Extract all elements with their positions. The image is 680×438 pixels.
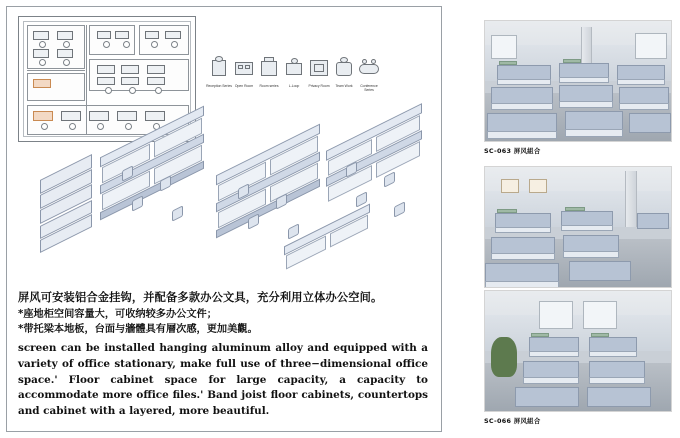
photo-worksurface xyxy=(617,79,665,85)
photo-worksurface xyxy=(559,77,609,83)
floor-plan-chair xyxy=(171,41,178,48)
photo-worksurface xyxy=(561,225,613,231)
iso-workstation-group xyxy=(216,121,326,246)
floor-plan-desk xyxy=(97,31,111,39)
legend-item xyxy=(206,54,232,89)
floor-plan-wall xyxy=(27,70,85,71)
photo-workstation-panel xyxy=(515,387,579,407)
legend-item xyxy=(331,54,357,89)
legend-label: Open Room xyxy=(234,84,254,88)
photo-panel-accent xyxy=(497,209,517,213)
photo-worksurface xyxy=(529,351,579,357)
legend-label: Conference Series xyxy=(360,84,378,92)
photo-panel-accent xyxy=(563,59,581,63)
floor-plan-desk xyxy=(33,49,49,58)
photo-workstation-panel xyxy=(629,113,671,133)
photo-window xyxy=(635,33,667,59)
floor-plan-chair xyxy=(151,41,158,48)
floor-plan-desk xyxy=(97,77,115,85)
floor-plan-chair xyxy=(39,59,46,66)
photo-block-sc-066 xyxy=(484,290,672,425)
photo-panel-accent xyxy=(591,333,609,337)
iso-chair xyxy=(394,201,405,217)
photo-plant xyxy=(491,337,517,377)
floor-plan-wall xyxy=(86,25,87,135)
description-en-paragraph: screen can be installed hanging aluminum alloy and equipped with a variety of office stationary, make full use of three−dimensional office space.' Floor cabinet space for large capacity, a capacity to accommodate more office files.' Band joist floor cabinets, countertops and cabinet with a layered, more beautiful. xyxy=(18,342,428,417)
floor-plan-room xyxy=(89,25,135,55)
photo-worksurface xyxy=(491,253,555,260)
description-text-block xyxy=(18,290,428,419)
photo-panel-accent xyxy=(499,61,517,65)
photo-worksurface xyxy=(485,281,559,288)
iso-chair xyxy=(172,205,183,221)
floor-plan-desk xyxy=(97,65,115,74)
photo-block-sc-065 xyxy=(484,166,672,301)
floor-plan-room xyxy=(89,59,189,91)
legend-item xyxy=(231,54,257,89)
photo-workstation-panel xyxy=(487,113,557,133)
floor-plan-room xyxy=(139,25,189,55)
photo-workstation-panel xyxy=(569,261,631,281)
right-panel xyxy=(452,0,680,438)
photo-panel-accent xyxy=(531,333,549,337)
photo-caption-sc-066: SC-066 屏风組合 xyxy=(484,417,541,425)
iso-chair xyxy=(288,223,299,239)
floor-plan-desk xyxy=(115,31,129,39)
l-loop-icon xyxy=(283,54,305,84)
photo-worksurface xyxy=(495,227,551,233)
room-series-icon xyxy=(258,54,280,84)
photo-wall-art xyxy=(529,179,547,193)
floor-plan-chair xyxy=(63,59,70,66)
reception-series-icon xyxy=(208,54,230,84)
photo-worksurface xyxy=(523,377,579,384)
photo-worksurface xyxy=(563,251,619,258)
floor-plan-desk xyxy=(165,31,181,39)
photo-worksurface xyxy=(497,79,551,85)
floor-plan-desk xyxy=(57,49,73,58)
floor-plan-chair xyxy=(39,41,46,48)
photo-workstation-panel xyxy=(637,213,669,229)
photo-worksurface xyxy=(559,101,613,108)
floor-plan-desk-highlighted xyxy=(33,79,51,88)
photo-workstation-panel xyxy=(485,263,559,283)
series-legend xyxy=(206,54,378,112)
iso-workstation-group xyxy=(100,103,210,228)
floor-plan-desk xyxy=(121,77,139,85)
isometric-workstation-cluster-drawing xyxy=(40,120,432,278)
legend-item xyxy=(306,54,332,89)
floor-plan-chair xyxy=(103,41,110,48)
photo-caption-sc-063: SC-063 屏风組合 xyxy=(484,147,541,155)
legend-item xyxy=(256,54,282,89)
photo-worksurface xyxy=(565,129,623,137)
workstation-photo-sc-066 xyxy=(484,290,672,412)
legend-item xyxy=(356,54,382,93)
description-cn-line-1: 屏风可安装铝合金挂钩，并配备多款办公文具，充分利用立体办公空间。 xyxy=(18,291,383,304)
workstation-photo-sc-065 xyxy=(484,166,672,288)
conference-series-icon xyxy=(358,54,380,84)
floor-plan-chair xyxy=(129,87,136,94)
floor-plan-desk xyxy=(145,31,159,39)
photo-workstation-panel xyxy=(565,111,623,131)
photo-column xyxy=(625,171,637,227)
floor-plan-chair xyxy=(105,87,112,94)
photo-worksurface xyxy=(589,377,645,384)
legend-label: Team Work xyxy=(335,84,353,88)
floor-plan-desk xyxy=(147,65,165,74)
legend-label: Privacy Room xyxy=(308,84,330,88)
photo-worksurface xyxy=(619,103,669,110)
floor-plan-chair xyxy=(123,41,130,48)
description-cn-line-3: *带托梁本地板，台面与牆體具有層次感，更加美觀。 xyxy=(18,323,258,335)
photo-block-sc-063 xyxy=(484,20,672,155)
legend-label: Reception Series xyxy=(206,84,232,88)
photo-worksurface xyxy=(491,103,553,110)
floor-plan-desk xyxy=(147,77,165,85)
photo-wall-art xyxy=(501,179,519,193)
privacy-room-icon xyxy=(308,54,330,84)
photo-panel-accent xyxy=(565,207,585,211)
workstation-photo-sc-063 xyxy=(484,20,672,142)
iso-workstation-group xyxy=(326,101,426,215)
floor-plan-desk xyxy=(33,31,49,40)
legend-label: L-Loop xyxy=(288,84,300,88)
floor-plan-desk xyxy=(57,31,73,40)
legend-label: Room series xyxy=(259,84,279,88)
photo-workstation-panel xyxy=(587,387,651,407)
illustration-area xyxy=(10,10,438,280)
photo-window xyxy=(539,301,573,329)
open-room-icon xyxy=(233,54,255,84)
photo-worksurface xyxy=(589,351,637,357)
floor-plan-desk xyxy=(121,65,139,74)
photo-worksurface xyxy=(487,131,557,139)
floor-plan-chair xyxy=(63,41,70,48)
description-cn-line-2: *座地柜空间容量大，可收纳较多办公文件； xyxy=(18,308,217,320)
photo-window xyxy=(583,301,617,329)
legend-item xyxy=(281,54,307,89)
team-work-icon xyxy=(333,54,355,84)
photo-window xyxy=(491,35,517,59)
floor-plan-chair xyxy=(155,87,162,94)
